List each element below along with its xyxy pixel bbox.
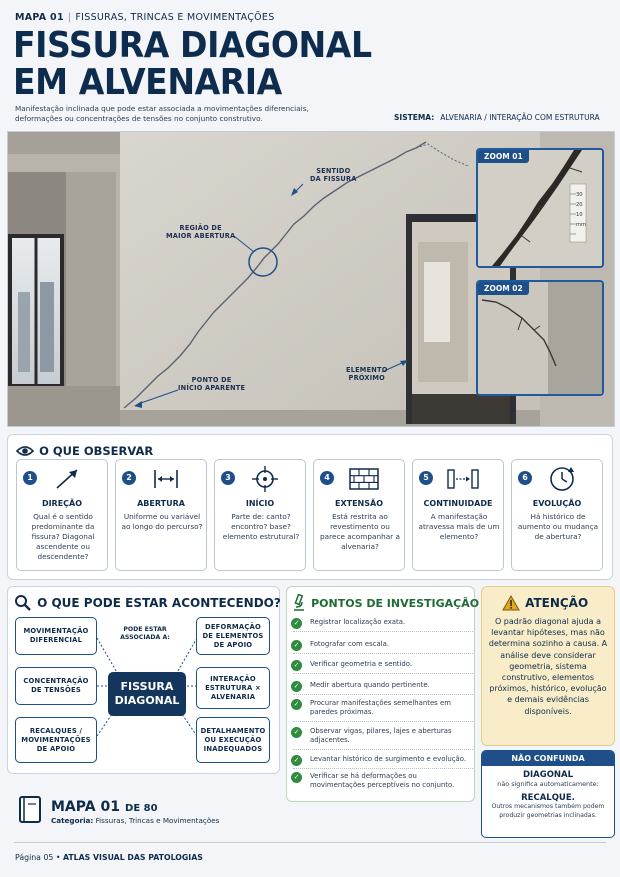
card-text: Há histórico de aumento ou mudança de abertura? xyxy=(517,512,599,541)
zoom-02-label: ZOOM 02 xyxy=(478,282,529,295)
check-icon: ✓ xyxy=(291,640,302,651)
category-value: Fissuras, Trincas e Movimentações xyxy=(95,816,220,825)
check-icon: ✓ xyxy=(291,772,302,783)
check-icon: ✓ xyxy=(291,660,302,671)
attention-title: ATENÇÃO xyxy=(525,596,589,610)
atlas-title: ATLAS VISUAL DAS PATOLOGIAS xyxy=(62,853,203,862)
clock-icon xyxy=(546,464,578,494)
observe-card-extent xyxy=(313,459,405,571)
observe-card-direction xyxy=(16,459,108,571)
header-breadcrumb: MAPA 01 | FISSURAS, TRINCAS E MOVIMENTAÇÕES xyxy=(15,12,275,23)
system-info xyxy=(394,113,600,122)
investigation-item: ✓ Observar vigas, pilares, lajes e aberturas adjacentes. xyxy=(293,727,473,745)
dont-confuse-box xyxy=(481,750,615,838)
category-label: Categoria: xyxy=(51,816,94,825)
zoom-02-crack-detail xyxy=(478,282,602,394)
investigation-item: ✓ Registrar localização exata. xyxy=(293,618,473,627)
observe-header xyxy=(16,440,153,459)
dont-confuse-title: NÃO CONFUNDA xyxy=(482,751,614,766)
observe-card-opening xyxy=(115,459,207,571)
check-icon: ✓ xyxy=(291,727,302,738)
card-number: 2 xyxy=(122,471,136,485)
cause-support-deformation: DEFORMAÇÃO DE ELEMENTOS DE APOIO xyxy=(196,617,270,655)
system-value: ALVENARIA / INTERAÇÃO COM ESTRUTURA xyxy=(440,113,600,122)
annotation-max-opening: REGIÃO DE MAIOR ABERTURA xyxy=(166,224,236,240)
map-total: DE 80 xyxy=(125,803,158,814)
brick-wall-icon xyxy=(348,464,380,494)
book-icon xyxy=(17,795,43,825)
card-text: Qual é o sentido predominante da fissura? Diagonal ascendente ou descendente? xyxy=(31,512,95,561)
map-counter xyxy=(51,796,158,815)
observe-card-start xyxy=(214,459,306,571)
continuity-icon xyxy=(447,464,479,494)
diagonal-arrow-icon xyxy=(51,464,83,494)
check-icon: ✓ xyxy=(291,618,302,629)
card-text: Uniforme ou variável ao longo do percurso? xyxy=(121,512,203,531)
zoom-02-panel xyxy=(476,280,604,396)
investigation-item: ✓ Procurar manifestações semelhantes em paredes próximas. xyxy=(293,699,473,717)
card-title: DIREÇÃO xyxy=(41,499,83,508)
cause-settlement: RECALQUES / MOVIMENTAÇÕES DE APOIO xyxy=(15,717,97,763)
investigation-title: PONTOS DE INVESTIGAÇÃO xyxy=(311,597,480,610)
dont-confuse-term-settlement: RECALQUE. xyxy=(521,793,575,803)
check-icon: ✓ xyxy=(291,699,302,710)
card-title: EXTENSÃO xyxy=(334,499,383,508)
page-description: Manifestação inclinada que pode estar associada a movimentações diferenciais, deformações ou concentrações de tensões no conjunto construtivo. xyxy=(15,104,309,123)
title-line-2: EM ALVENARIA xyxy=(13,62,282,103)
card-number: 3 xyxy=(221,471,235,485)
map-number: MAPA 01 xyxy=(51,799,120,815)
card-number: 5 xyxy=(419,471,433,485)
footer-divider xyxy=(14,842,606,843)
dont-confuse-note: não significa automaticamente: xyxy=(497,780,599,788)
investigation-item: ✓ Medir abertura quando pertinente. xyxy=(293,681,473,690)
check-icon: ✓ xyxy=(291,755,302,766)
check-icon: ✓ xyxy=(291,681,302,692)
card-title: INÍCIO xyxy=(245,499,275,508)
scale-tick-10: 10 xyxy=(576,212,583,218)
page-footer xyxy=(15,853,203,862)
attention-text: O padrão diagonal ajuda a levantar hipóteses, mas não determina sozinho a causa. A análise deve considerar geometria, sistema construtivo, elementos próximos, histórico, evolução e demais evidências disponíveis. xyxy=(488,617,608,716)
observe-card-evolution xyxy=(511,459,603,571)
card-text: Parte de: canto? encontro? base? elemento estrutural? xyxy=(222,512,300,541)
cause-differential-movement: MOVIMENTAÇÃO DIFERENCIAL xyxy=(15,617,97,655)
observe-title: O QUE OBSERVAR xyxy=(39,444,154,458)
microscope-icon xyxy=(292,594,306,612)
scale-unit: mm xyxy=(576,222,587,228)
page-title xyxy=(13,27,372,101)
page-number: Página 05 • xyxy=(15,853,61,862)
card-number: 4 xyxy=(320,471,334,485)
crosshair-icon xyxy=(249,464,281,494)
investigation-item: ✓ Verificar geometria e sentido. xyxy=(293,660,473,669)
annotation-nearby-element: ELEMENTO PRÓXIMO xyxy=(346,366,388,382)
dont-confuse-explanation: Outros mecanismos também podem produzir geometrias inclinadas. xyxy=(491,803,605,819)
system-label: SISTEMA: xyxy=(394,113,435,122)
title-line-1: FISSURA DIAGONAL xyxy=(13,25,372,66)
investigation-item: ✓ Verificar se há deformações ou movimentações perceptíveis no conjunto. xyxy=(293,772,473,790)
card-text: Está restrita ao revestimento ou parece acompanhar a alvenaria? xyxy=(320,512,400,551)
dont-confuse-term-diagonal: DIAGONAL xyxy=(522,770,574,780)
investigation-item: ✓ Levantar histórico de surgimento e evolução. xyxy=(293,755,473,764)
annotation-direction: SENTIDO DA FISSURA xyxy=(310,167,357,183)
annotation-start-point: PONTO DE INÍCIO APARENTE xyxy=(178,376,246,392)
investigation-item: ✓ Fotografar com escala. xyxy=(293,640,473,649)
attention-header xyxy=(502,592,588,611)
zoom-01-label: ZOOM 01 xyxy=(478,150,529,163)
cause-inadequate-detailing: DETALHAMENTO OU EXECUÇÃO INADEQUADOS xyxy=(196,717,270,763)
card-number: 6 xyxy=(518,471,532,485)
zoom-scale-ticks xyxy=(576,190,586,230)
map-category: FISSURAS, TRINCAS E MOVIMENTAÇÕES xyxy=(75,12,275,23)
category-line xyxy=(51,816,219,825)
card-title: ABERTURA xyxy=(137,499,185,508)
map-code: MAPA 01 xyxy=(15,12,64,23)
card-title: CONTINUIDADE xyxy=(423,499,493,508)
scale-tick-20: 20 xyxy=(576,202,583,208)
cause-structure-masonry-interaction: INTERAÇÃO ESTRUTURA × ALVENARIA xyxy=(196,667,270,709)
scale-tick-30: 30 xyxy=(576,192,583,198)
card-number: 1 xyxy=(23,471,37,485)
happening-title: O QUE PODE ESTAR ACONTECENDO? xyxy=(37,596,281,610)
width-measure-icon xyxy=(150,464,182,494)
observe-card-continuity xyxy=(412,459,504,571)
card-text: A manifestação atravessa mais de um elemento? xyxy=(418,512,500,541)
card-title: EVOLUÇÃO xyxy=(532,499,582,508)
cause-stress-concentration: CONCENTRAÇÃO DE TENSÕES xyxy=(15,667,97,705)
zoom-01-panel xyxy=(476,148,604,268)
eye-icon xyxy=(16,445,34,457)
center-node-diagonal-crack: FISSURA DIAGONAL xyxy=(108,672,186,716)
center-caption: PODE ESTAR ASSOCIADA A: xyxy=(120,626,170,641)
wall-photo xyxy=(7,131,615,427)
investigation-header xyxy=(292,592,479,612)
warning-icon xyxy=(502,595,520,611)
